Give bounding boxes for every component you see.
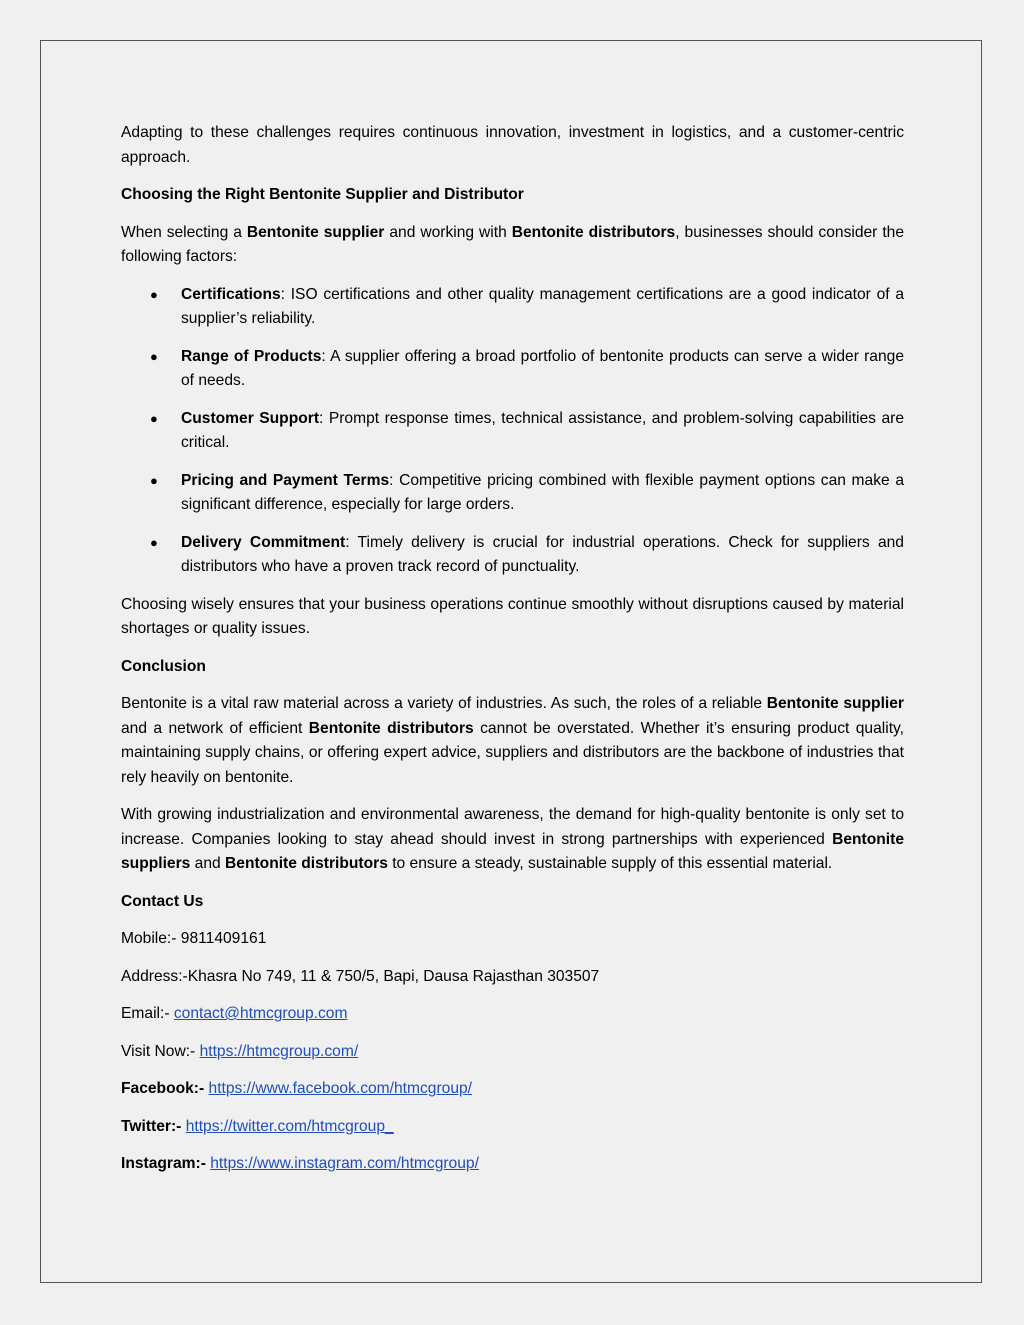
list-item: ● Certifications: ISO certifications and other quality management certifications are a good indicator of a supplier’s reliability. xyxy=(121,283,904,332)
selection-paragraph: When selecting a Bentonite supplier and working with Bentonite distributors, businesses should consider the following factors: xyxy=(121,223,905,265)
bullet-icon: ● xyxy=(150,286,158,302)
bullet-icon: ● xyxy=(150,348,158,364)
contact-instagram: Instagram:- https://www.instagram.com/htmcgroup/ xyxy=(121,1155,479,1172)
conclusion-paragraph-2: With growing industrialization and environmental awareness, the demand for high-quality bentonite is only set to increase. Companies looking to stay ahead should invest in strong partnerships with experienced Bentonite suppliers and Bentonite distributors to ensure a steady, sustainable supply of this essential material. xyxy=(121,806,904,872)
bullet-icon: ● xyxy=(150,534,158,550)
contact-mobile: Mobile:- 9811409161 xyxy=(121,930,267,947)
contact-facebook: Facebook:- https://www.facebook.com/htmcgroup/ xyxy=(121,1080,472,1097)
contact-visit: Visit Now:- https://htmcgroup.com/ xyxy=(121,1042,359,1060)
list-item: ● Delivery Commitment: Timely delivery is crucial for industrial operations. Check for suppliers and distributors who have a proven track record of punctuality. xyxy=(121,531,904,580)
email-link[interactable]: contact@htmcgroup.com xyxy=(173,1005,348,1022)
factors-list xyxy=(121,283,904,580)
website-link[interactable]: https://htmcgroup.com/ xyxy=(199,1042,359,1060)
choosing-closing-paragraph: Choosing wisely ensures that your business operations continue smoothly without disruptions caused by material shortages or quality issues. xyxy=(121,595,904,637)
list-item: ● Customer Support: Prompt response times, technical assistance, and problem-solving capabilities are critical. xyxy=(121,407,904,456)
section-heading-choosing: Choosing the Right Bentonite Supplier and Distributor xyxy=(121,186,524,203)
document-page xyxy=(40,40,982,1283)
bullet-icon: ● xyxy=(150,410,158,426)
conclusion-paragraph-1: Bentonite is a vital raw material across a variety of industries. As such, the roles of a reliable Bentonite supplier and a network of efficient Bentonite distributors cannot be overstated. Whether it’s ensuring product quality, maintaining supply chains, or offering expert advice, suppliers and distributors are the backbone of industries that rely heavily on bentonite. xyxy=(121,695,904,786)
contact-address: Address:-Khasra No 749, 11 & 750/5, Bapi, Dausa Rajasthan 303507 xyxy=(121,967,600,985)
list-item: ● Range of Products: A supplier offering a broad portfolio of bentonite products can serve a wider range of needs. xyxy=(121,345,904,394)
contact-twitter: Twitter:- https://twitter.com/htmcgroup_ xyxy=(121,1117,394,1135)
bullet-icon: ● xyxy=(150,472,158,488)
conclusion-heading: Conclusion xyxy=(121,657,206,675)
twitter-link[interactable]: https://twitter.com/htmcgroup_ xyxy=(185,1117,394,1135)
facebook-link[interactable]: https://www.facebook.com/htmcgroup/ xyxy=(208,1080,472,1097)
list-item: ● Pricing and Payment Terms: Competitive pricing combined with flexible payment options can make a significant difference, especially for large orders. xyxy=(121,469,904,518)
contact-email: Email:- contact@htmcgroup.com xyxy=(121,1005,348,1022)
page-content xyxy=(121,121,904,1190)
instagram-link[interactable]: https://www.instagram.com/htmcgroup/ xyxy=(210,1155,479,1172)
intro-paragraph: Adapting to these challenges requires continuous innovation, investment in logistics, and a customer-centric approach. xyxy=(121,124,904,166)
contact-heading: Contact Us xyxy=(121,892,204,910)
